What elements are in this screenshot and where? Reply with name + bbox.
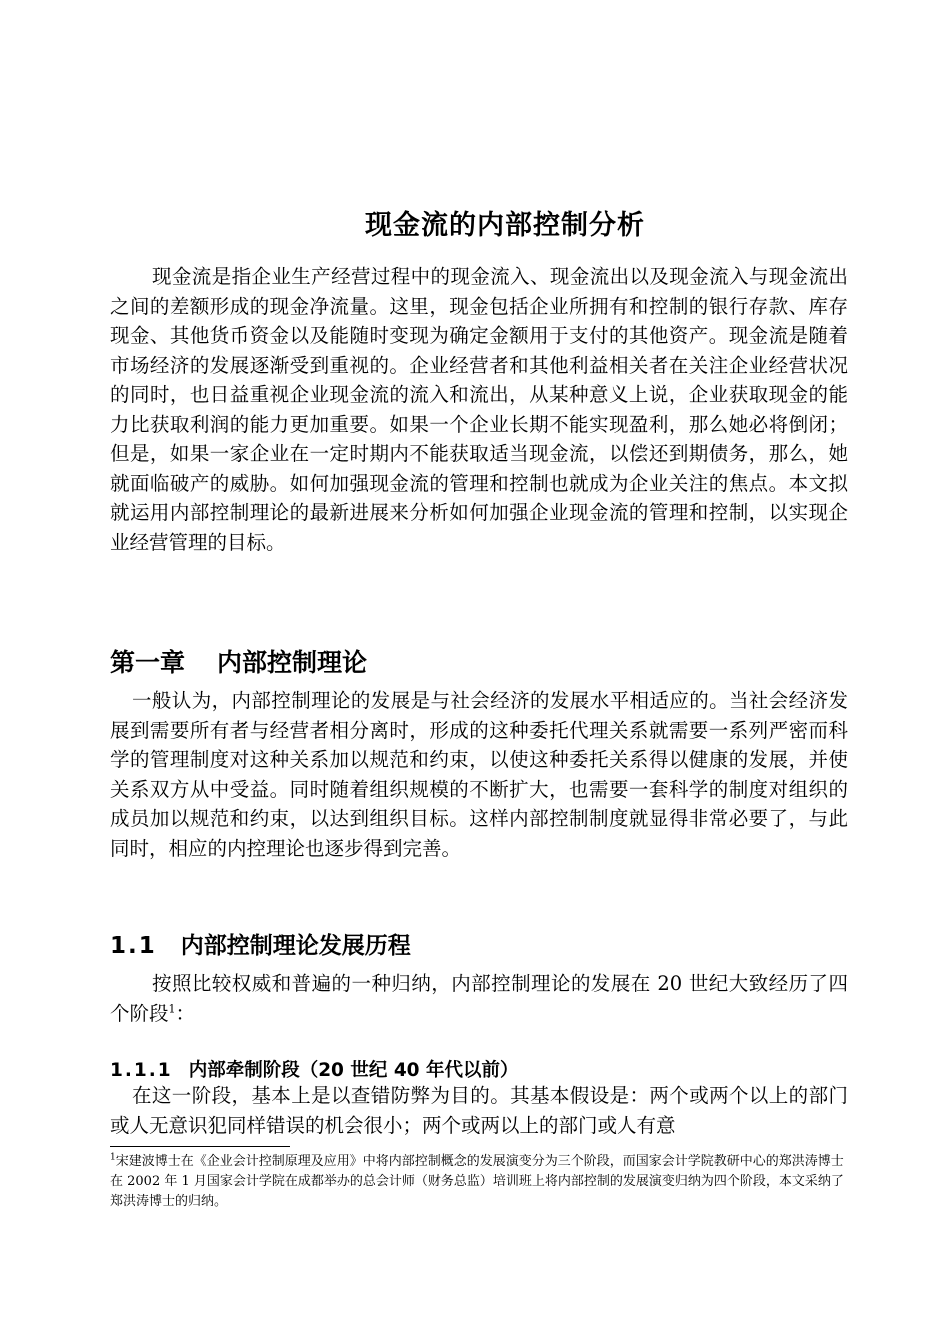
chapter-title: 内部控制理论 bbox=[217, 648, 368, 677]
footnote-text: 宋建波博士在《企业会计控制原理及应用》中将内部控制概念的发展演变分为三个阶段，而国家会计学院教研中心的郑洪涛博士在 2002 年 1 月国家会计学院在成都举办的总会计师（财务总监）培训班上将内部控制的发展演变归纳为四个阶段，本文采纳了郑洪涛博士的归纳。 bbox=[110, 1154, 844, 1209]
section-body-end: ： bbox=[175, 1001, 196, 1025]
section-title: 内部控制理论发展历程 bbox=[180, 933, 411, 959]
footnote bbox=[110, 1152, 848, 1212]
footnote-mark: 1 bbox=[110, 1152, 116, 1163]
footnote-separator bbox=[110, 1146, 290, 1147]
section-body-paragraph bbox=[110, 969, 848, 1028]
chapter-number: 第一章 bbox=[110, 648, 186, 677]
subsection-heading bbox=[110, 1056, 519, 1082]
intro-paragraph: 现金流是指企业生产经营过程中的现金流入、现金流出以及现金流入与现金流出之间的差额形成的现金净流量。这里，现金包括企业所拥有和控制的银行存款、库存现金、其他货币资金以及能随时变现为确定金额用于支付的其他资产。现金流是随着市场经济的发展逐渐受到重视的。企业经营者和其他利益相关者在关注企业经营状况的同时，也日益重视企业现金流的流入和流出，从某种意义上说，企业获取现金的能力比获取利润的能力更加重要。如果一个企业长期不能实现盈利，那么她必将倒闭；但是，如果一家企业在一定时期内不能获取适当现金流，以偿还到期债务，那么，她就面临破产的威胁。如何加强现金流的管理和控制也就成为企业关注的焦点。本文拟就运用内部控制理论的最新进展来分析如何加强企业现金流的管理和控制，以实现企业经营管理的目标。 bbox=[110, 265, 848, 554]
chapter-heading bbox=[110, 643, 367, 679]
chapter-body-paragraph: 一般认为，内部控制理论的发展是与社会经济的发展水平相适应的。当社会经济发展到需要所有者与经营者相分离时，形成的这种委托代理关系就需要一系列严密而科学的管理制度对这种关系加以规范和约束，以使这种委托关系得以健康的发展，并使关系双方从中受益。同时随着组织规模的不断扩大，也需要一套科学的制度对组织的成员加以规范和约束，以达到组织目标。这样内部控制制度就显得非常必要了，与此同时，相应的内控理论也逐步得到完善。 bbox=[110, 689, 848, 860]
document-title: 现金流的内部控制分析 bbox=[365, 210, 645, 242]
section-number: 1.1 bbox=[110, 933, 157, 959]
subsection-number: 1.1.1 bbox=[110, 1060, 173, 1081]
footnote-reference[interactable]: 1 bbox=[168, 1002, 176, 1015]
section-heading bbox=[110, 927, 411, 960]
section-body-text: 按照比较权威和普遍的一种归纳，内部控制理论的发展在 20 世纪大致经历了四个阶段 bbox=[110, 972, 848, 1025]
subsection-body-paragraph: 在这一阶段，基本上是以查错防弊为目的。其基本假设是：两个或两个以上的部门或人无意识犯同样错误的机会很小；两个或两以上的部门或人有意 bbox=[110, 1084, 848, 1137]
subsection-title: 内部牵制阶段（20 世纪 40 年代以前） bbox=[188, 1060, 519, 1081]
